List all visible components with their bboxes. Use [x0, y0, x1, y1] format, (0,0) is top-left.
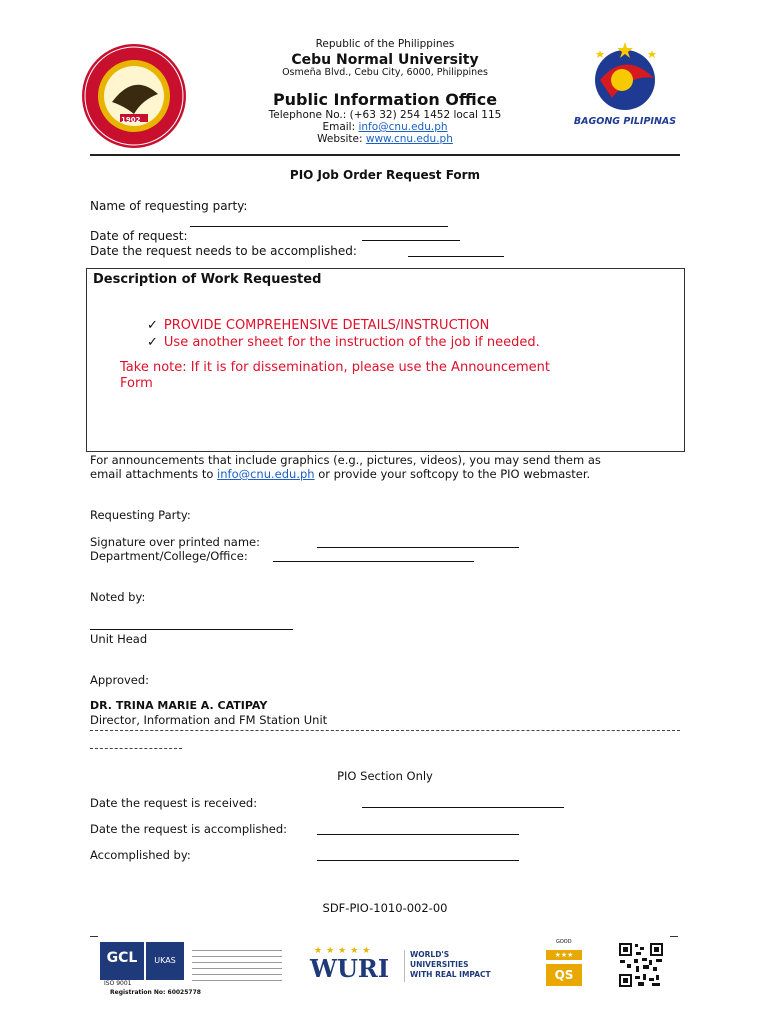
- qs-stars-icon: ★★★: [546, 950, 582, 960]
- certification-fine-print: [192, 946, 282, 981]
- check-item-2-text: Use another sheet for the instruction of the job if needed.: [163, 335, 540, 350]
- website-link[interactable]: www.cnu.edu.ph: [365, 133, 453, 145]
- announce-line-1: For announcements that include graphics (e.g., pictures, videos), you may send them as: [90, 453, 601, 467]
- email-line: [200, 121, 570, 133]
- qs-text: QS: [554, 968, 574, 982]
- wuri-tag-1: WORLD'S: [410, 950, 450, 959]
- seal-year: 1902: [121, 116, 141, 124]
- dashed-separator-tail: [90, 748, 182, 749]
- description-title: Description of Work Requested: [93, 272, 322, 287]
- director-name: DR. TRINA MARIE A. CATIPAY: [90, 699, 268, 712]
- footer-mark-right: [670, 936, 678, 937]
- announce-pre: email attachments to: [90, 467, 218, 481]
- country-line: Republic of the Philippines: [315, 38, 455, 50]
- qr-code-icon[interactable]: [618, 942, 664, 988]
- unit-head-label: Unit Head: [90, 632, 148, 646]
- wuri-logo-text: WURI: [310, 954, 390, 983]
- signature-label: Signature over printed name:: [90, 535, 260, 549]
- accomplished-by-label: Accomplished by:: [90, 848, 191, 862]
- header-divider: [90, 154, 680, 156]
- department-input-line[interactable]: [273, 561, 474, 562]
- date-request-input-line[interactable]: [362, 240, 460, 241]
- requesting-party-label: Requesting Party:: [90, 508, 191, 522]
- announce-email-link[interactable]: info@cnu.edu.ph: [217, 467, 315, 481]
- wuri-stars-icon: ★★★★★: [314, 946, 375, 956]
- university-address: Osmeña Blvd., Cebu City, 6000, Philippines: [282, 67, 488, 78]
- qs-good-label: GOOD: [556, 939, 572, 945]
- unit-head-signature-line[interactable]: [90, 629, 293, 630]
- noted-by-label: Noted by:: [90, 590, 146, 604]
- wuri-tag-3: WITH REAL IMPACT: [410, 970, 491, 979]
- check-item-1: [147, 318, 489, 333]
- received-input-line[interactable]: [362, 807, 564, 808]
- form-title: PIO Job Order Request Form: [289, 168, 481, 182]
- name-label: Name of requesting party:: [90, 199, 248, 213]
- check-icon: ✓: [147, 335, 158, 350]
- dashed-separator: [90, 730, 680, 731]
- announce-post: or provide your softcopy to the PIO webmaster.: [314, 467, 591, 481]
- qs-logo: [546, 964, 582, 986]
- registration-number: Registration No: 60025778: [110, 989, 201, 996]
- email-link[interactable]: info@cnu.edu.ph: [358, 121, 448, 133]
- website-label: Website:: [317, 133, 366, 145]
- office-title: Public Information Office: [272, 90, 498, 109]
- wuri-divider: [404, 950, 405, 982]
- website-line: [200, 133, 570, 145]
- date-accomplished-label: Date the request needs to be accomplished:: [90, 244, 357, 258]
- department-label: Department/College/Office:: [90, 549, 248, 563]
- received-label: Date the request is received:: [90, 796, 258, 810]
- check-icon: ✓: [147, 318, 158, 333]
- check-item-2: [147, 335, 540, 350]
- university-name: Cebu Normal University: [291, 52, 479, 68]
- name-input-line[interactable]: [190, 226, 448, 227]
- note-line-2: Form: [120, 376, 153, 391]
- director-title: Director, Information and FM Station Unit: [90, 713, 328, 727]
- check-item-1-text: PROVIDE COMPREHENSIVE DETAILS/INSTRUCTION: [163, 318, 490, 333]
- announce-line-2: [90, 467, 590, 481]
- bagong-pilipinas-text: BAGONG PILIPINAS: [573, 116, 677, 127]
- wuri-tag-2: UNIVERSITIES: [410, 960, 469, 969]
- pio-section-title: PIO Section Only: [337, 769, 433, 783]
- date-accomplished-input-line[interactable]: [408, 256, 504, 257]
- accomplished-by-input-line[interactable]: [317, 860, 519, 861]
- date-request-label: Date of request:: [90, 229, 188, 243]
- gcl-certification-logo: [100, 942, 144, 980]
- signature-input-line[interactable]: [317, 547, 519, 548]
- wuri-tagline: [410, 950, 491, 980]
- gcl-text: GCL: [106, 950, 138, 966]
- note-line-1: Take note: If it is for dissemination, please use the Announcement: [120, 360, 551, 375]
- ukas-logo: UKAS: [146, 942, 184, 980]
- email-label: Email:: [322, 121, 359, 133]
- approved-label: Approved:: [90, 673, 150, 687]
- telephone-line: Telephone No.: (+63 32) 254 1452 local 115: [268, 109, 502, 121]
- footer-mark-left: [90, 936, 98, 937]
- cnu-seal-logo: [80, 42, 188, 150]
- accomplished-input-line[interactable]: [317, 834, 519, 835]
- iso-label: ISO 9001: [104, 980, 132, 987]
- accomplished-label: Date the request is accomplished:: [90, 822, 288, 836]
- document-code: SDF-PIO-1010-002-00: [322, 901, 448, 915]
